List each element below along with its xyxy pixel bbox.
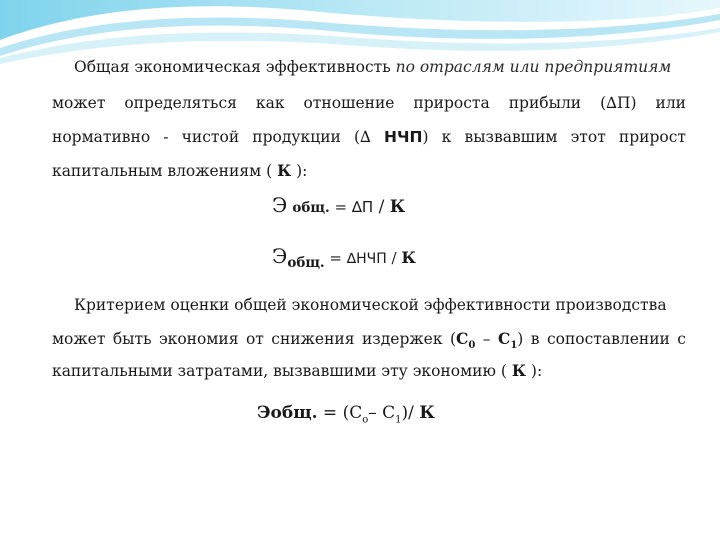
paragraph-1-line-1: Общая экономическая эффективность по отраслям или предприятиям bbox=[74, 58, 672, 76]
paragraph-2-line-2: может быть экономия от снижения издержек $(С_0 - С_1)$ в сопоставлении с bbox=[52, 329, 686, 352]
formula-1: Э общ. = ∆П / К bbox=[272, 193, 406, 217]
paragraph-1-line-4: капитальным вложениям ( К ): bbox=[52, 161, 308, 180]
paragraph-2-line-1: Критерием оценки общей экономической эффективности производства bbox=[74, 296, 667, 314]
paragraph-1-line-3: нормативно - чистой продукции (∆ НЧП) к вызвавшим этот прирост bbox=[52, 128, 686, 146]
paragraph-1-line-2: может определяться как отношение прироста прибыли (∆П) или bbox=[52, 94, 686, 112]
emphasis-text: по отраслям или предприятиям bbox=[395, 58, 672, 76]
paragraph-2-line-3: капитальными затратами, вызвавшими эту экономию ( К ): bbox=[52, 361, 543, 380]
formula-2: $Э_{общ.} = \Delta НЧП / К$ bbox=[272, 244, 416, 271]
formula-3: Эобщ. = ($С_о-$ $С_1)/$ К bbox=[257, 403, 435, 426]
